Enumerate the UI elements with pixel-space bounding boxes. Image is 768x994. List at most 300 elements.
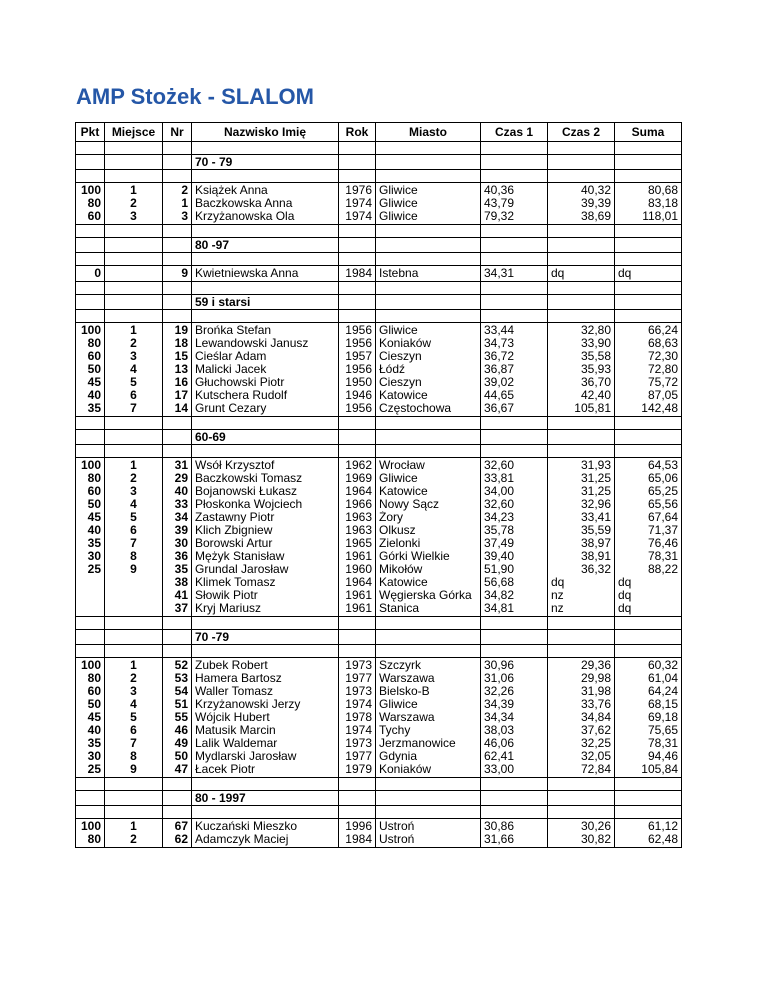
cell-rok: 1956 [339, 337, 376, 350]
cell-nr: 2 [163, 183, 192, 198]
empty-cell [615, 617, 682, 630]
table-row [76, 498, 682, 511]
cell-miejsce: 2 [105, 672, 163, 685]
table-row [76, 737, 682, 750]
cell-miejsce: 9 [105, 563, 163, 576]
empty-cell [376, 445, 481, 458]
cell-miejsce: 4 [105, 363, 163, 376]
empty-cell [548, 155, 615, 170]
cell-pkt [76, 576, 105, 589]
cell-name: Wójcik Hubert [192, 711, 339, 724]
cell-miejsce: 1 [105, 458, 163, 473]
cell-miasto: Górki Wielkie [376, 550, 481, 563]
empty-cell [339, 238, 376, 253]
cell-name: Zastawny Piotr [192, 511, 339, 524]
cell-czas2: 33,41 [548, 511, 615, 524]
empty-cell [339, 295, 376, 310]
empty-cell [163, 791, 192, 806]
empty-cell [376, 778, 481, 791]
empty-cell [548, 417, 615, 430]
cell-nr: 40 [163, 485, 192, 498]
cell-miejsce: 7 [105, 402, 163, 417]
cell-rok: 1974 [339, 724, 376, 737]
cell-miasto: Wrocław [376, 458, 481, 473]
cell-miasto: Jerzmanowice [376, 737, 481, 750]
empty-cell [481, 430, 548, 445]
empty-cell [192, 253, 339, 266]
empty-cell [76, 295, 105, 310]
category-label: 60-69 [192, 430, 339, 445]
cell-suma: 65,56 [615, 498, 682, 511]
cell-miejsce: 7 [105, 537, 163, 550]
cell-name: Słowik Piotr [192, 589, 339, 602]
cell-pkt: 35 [76, 537, 105, 550]
cell-rok: 1973 [339, 658, 376, 673]
cell-miejsce: 2 [105, 197, 163, 210]
empty-cell [615, 253, 682, 266]
header-czas1: Czas 1 [481, 123, 548, 142]
cell-nr: 47 [163, 763, 192, 778]
cell-suma: 68,63 [615, 337, 682, 350]
cell-name: Grundal Jarosław [192, 563, 339, 576]
page-title: AMP Stożek - SLALOM [76, 84, 314, 109]
cell-suma: 88,22 [615, 563, 682, 576]
table-row [76, 350, 682, 363]
empty-cell [105, 445, 163, 458]
header-rok: Rok [339, 123, 376, 142]
cell-miasto: Gliwice [376, 472, 481, 485]
cell-nr: 41 [163, 589, 192, 602]
cell-pkt: 40 [76, 524, 105, 537]
cell-suma: 68,15 [615, 698, 682, 711]
cell-suma: 71,37 [615, 524, 682, 537]
cell-nr: 34 [163, 511, 192, 524]
empty-cell [192, 170, 339, 183]
cell-czas1: 31,66 [481, 833, 548, 848]
cell-miasto: Żory [376, 511, 481, 524]
empty-cell [548, 295, 615, 310]
cell-name: Kryj Mariusz [192, 602, 339, 617]
empty-cell [481, 806, 548, 819]
empty-cell [376, 645, 481, 658]
empty-cell [192, 417, 339, 430]
cell-suma: 60,32 [615, 658, 682, 673]
empty-cell [76, 238, 105, 253]
cell-miejsce: 3 [105, 350, 163, 363]
empty-cell [76, 645, 105, 658]
cell-suma: 61,04 [615, 672, 682, 685]
cell-rok: 1973 [339, 737, 376, 750]
empty-cell [163, 155, 192, 170]
empty-cell [105, 617, 163, 630]
table-row [76, 197, 682, 210]
empty-cell [481, 645, 548, 658]
cell-miejsce: 2 [105, 472, 163, 485]
cell-suma: 83,18 [615, 197, 682, 210]
cell-czas2: 33,76 [548, 698, 615, 711]
category-label: 80 - 1997 [192, 791, 339, 806]
table-row [76, 485, 682, 498]
cell-czas2: 35,93 [548, 363, 615, 376]
table-row [76, 819, 682, 834]
empty-cell [481, 142, 548, 155]
cell-rok: 1957 [339, 350, 376, 363]
cell-miejsce: 1 [105, 323, 163, 338]
table-row [76, 589, 682, 602]
empty-cell [615, 430, 682, 445]
cell-czas2: 105,81 [548, 402, 615, 417]
cell-pkt: 50 [76, 698, 105, 711]
cell-name: Matusik Marcin [192, 724, 339, 737]
header-pkt: Pkt [76, 123, 105, 142]
cell-suma: 75,72 [615, 376, 682, 389]
spacer-row [76, 806, 682, 819]
empty-cell [548, 253, 615, 266]
empty-cell [105, 806, 163, 819]
empty-cell [105, 430, 163, 445]
empty-cell [105, 778, 163, 791]
table-row [76, 524, 682, 537]
cell-name: Cieślar Adam [192, 350, 339, 363]
cell-miasto: Gliwice [376, 197, 481, 210]
cell-miasto: Warszawa [376, 711, 481, 724]
empty-cell [548, 170, 615, 183]
cell-czas1: 34,34 [481, 711, 548, 724]
cell-miejsce: 5 [105, 711, 163, 724]
cell-nr: 29 [163, 472, 192, 485]
empty-cell [376, 430, 481, 445]
cell-czas2: dq [548, 576, 615, 589]
cell-name: Lewandowski Janusz [192, 337, 339, 350]
cell-czas2: 35,58 [548, 350, 615, 363]
empty-cell [615, 225, 682, 238]
cell-miasto: Katowice [376, 389, 481, 402]
cell-suma: 76,46 [615, 537, 682, 550]
cell-czas1: 33,00 [481, 763, 548, 778]
cell-pkt: 40 [76, 724, 105, 737]
table-row [76, 472, 682, 485]
cell-miejsce: 8 [105, 750, 163, 763]
spacer-row [76, 778, 682, 791]
cell-suma: 67,64 [615, 511, 682, 524]
cell-suma: dq [615, 589, 682, 602]
empty-cell [339, 806, 376, 819]
cell-rok: 1973 [339, 685, 376, 698]
cell-czas1: 35,78 [481, 524, 548, 537]
cell-czas2: 32,80 [548, 323, 615, 338]
cell-suma: 118,01 [615, 210, 682, 225]
empty-cell [615, 806, 682, 819]
empty-cell [163, 225, 192, 238]
cell-nr: 46 [163, 724, 192, 737]
cell-miasto: Gliwice [376, 698, 481, 711]
cell-czas2: 72,84 [548, 763, 615, 778]
header-czas2: Czas 2 [548, 123, 615, 142]
cell-czas1: 34,00 [481, 485, 548, 498]
cell-nr: 38 [163, 576, 192, 589]
cell-czas2: dq [548, 266, 615, 282]
cell-nr: 54 [163, 685, 192, 698]
table-row [76, 563, 682, 576]
empty-cell [615, 630, 682, 645]
cell-miasto: Zielonki [376, 537, 481, 550]
cell-suma: 64,53 [615, 458, 682, 473]
cell-miejsce [105, 602, 163, 617]
cell-nr: 55 [163, 711, 192, 724]
cell-czas2: 32,25 [548, 737, 615, 750]
cell-rok: 1961 [339, 602, 376, 617]
empty-cell [615, 142, 682, 155]
cell-czas2: 29,36 [548, 658, 615, 673]
header-suma: Suma [615, 123, 682, 142]
empty-cell [105, 253, 163, 266]
empty-cell [192, 282, 339, 295]
spacer-row [76, 445, 682, 458]
cell-pkt: 80 [76, 833, 105, 848]
cell-czas2: 40,32 [548, 183, 615, 198]
cell-name: Borowski Artur [192, 537, 339, 550]
empty-cell [615, 155, 682, 170]
table-row [76, 672, 682, 685]
empty-cell [76, 617, 105, 630]
cell-rok: 1976 [339, 183, 376, 198]
empty-cell [548, 806, 615, 819]
empty-cell [376, 310, 481, 323]
cell-rok: 1946 [339, 389, 376, 402]
cell-rok: 1978 [339, 711, 376, 724]
results-table [75, 122, 682, 848]
empty-cell [163, 142, 192, 155]
cell-miejsce: 4 [105, 498, 163, 511]
empty-cell [76, 142, 105, 155]
table-row [76, 183, 682, 198]
empty-cell [192, 225, 339, 238]
cell-rok: 1956 [339, 363, 376, 376]
empty-cell [548, 225, 615, 238]
cell-czas2: 38,91 [548, 550, 615, 563]
table-row [76, 711, 682, 724]
cell-nr: 19 [163, 323, 192, 338]
empty-cell [548, 282, 615, 295]
cell-czas2: nz [548, 589, 615, 602]
cell-miasto: Szczyrk [376, 658, 481, 673]
cell-rok: 1961 [339, 550, 376, 563]
header-miasto: Miasto [376, 123, 481, 142]
spacer-row [76, 170, 682, 183]
empty-cell [481, 170, 548, 183]
empty-cell [615, 310, 682, 323]
cell-rok: 1960 [339, 563, 376, 576]
empty-cell [163, 645, 192, 658]
cell-czas2: 29,98 [548, 672, 615, 685]
empty-cell [481, 791, 548, 806]
category-row [76, 791, 682, 806]
cell-rok: 1963 [339, 524, 376, 537]
empty-cell [339, 630, 376, 645]
spacer-row [76, 310, 682, 323]
cell-czas1: 31,06 [481, 672, 548, 685]
empty-cell [376, 170, 481, 183]
cell-czas2: 31,25 [548, 485, 615, 498]
empty-cell [376, 142, 481, 155]
empty-cell [376, 417, 481, 430]
cell-czas1: 33,81 [481, 472, 548, 485]
cell-rok: 1996 [339, 819, 376, 834]
cell-czas1: 56,68 [481, 576, 548, 589]
cell-name: Krzyżanowski Jerzy [192, 698, 339, 711]
empty-cell [548, 430, 615, 445]
cell-miasto: Bielsko-B [376, 685, 481, 698]
cell-suma: dq [615, 576, 682, 589]
empty-cell [615, 238, 682, 253]
empty-cell [548, 778, 615, 791]
table-row [76, 750, 682, 763]
cell-czas1: 32,60 [481, 498, 548, 511]
cell-pkt: 60 [76, 350, 105, 363]
cell-nr: 49 [163, 737, 192, 750]
empty-cell [376, 155, 481, 170]
cell-rok: 1977 [339, 672, 376, 685]
table-row [76, 550, 682, 563]
cell-suma: 78,31 [615, 737, 682, 750]
empty-cell [105, 645, 163, 658]
cell-pkt: 30 [76, 550, 105, 563]
cell-miasto: Cieszyn [376, 350, 481, 363]
cell-czas2: 35,59 [548, 524, 615, 537]
empty-cell [163, 778, 192, 791]
cell-nr: 14 [163, 402, 192, 417]
empty-cell [481, 282, 548, 295]
empty-cell [548, 445, 615, 458]
cell-nr: 3 [163, 210, 192, 225]
cell-pkt: 35 [76, 402, 105, 417]
empty-cell [192, 142, 339, 155]
cell-czas1: 33,44 [481, 323, 548, 338]
empty-cell [481, 310, 548, 323]
empty-cell [615, 170, 682, 183]
spacer-row [76, 417, 682, 430]
cell-miasto: Koniaków [376, 337, 481, 350]
cell-miasto: Stanica [376, 602, 481, 617]
cell-czas1: 34,31 [481, 266, 548, 282]
cell-rok: 1962 [339, 458, 376, 473]
cell-czas1: 37,49 [481, 537, 548, 550]
empty-cell [481, 778, 548, 791]
header-miejsce: Miejsce [105, 123, 163, 142]
cell-name: Wsół Krzysztof [192, 458, 339, 473]
cell-suma: 65,06 [615, 472, 682, 485]
cell-nr: 36 [163, 550, 192, 563]
empty-cell [339, 253, 376, 266]
table-row [76, 658, 682, 673]
table-row [76, 763, 682, 778]
cell-pkt: 80 [76, 197, 105, 210]
empty-cell [163, 170, 192, 183]
cell-miasto: Olkusz [376, 524, 481, 537]
table-row [76, 266, 682, 282]
cell-nr: 53 [163, 672, 192, 685]
cell-czas1: 38,03 [481, 724, 548, 737]
empty-cell [339, 155, 376, 170]
empty-cell [105, 155, 163, 170]
table-row [76, 833, 682, 848]
cell-name: Łacek Piotr [192, 763, 339, 778]
empty-cell [105, 225, 163, 238]
cell-pkt: 35 [76, 737, 105, 750]
empty-cell [163, 238, 192, 253]
cell-czas1: 34,23 [481, 511, 548, 524]
empty-cell [76, 630, 105, 645]
empty-cell [163, 253, 192, 266]
table-row [76, 402, 682, 417]
cell-miasto: Ustroń [376, 819, 481, 834]
empty-cell [105, 791, 163, 806]
cell-czas2: 33,90 [548, 337, 615, 350]
empty-cell [376, 253, 481, 266]
empty-cell [105, 282, 163, 295]
cell-czas2: 36,32 [548, 563, 615, 576]
empty-cell [76, 417, 105, 430]
cell-miejsce [105, 266, 163, 282]
empty-cell [163, 430, 192, 445]
cell-czas2: 30,82 [548, 833, 615, 848]
empty-cell [76, 225, 105, 238]
cell-suma: 75,65 [615, 724, 682, 737]
empty-cell [163, 617, 192, 630]
empty-cell [163, 417, 192, 430]
empty-cell [339, 617, 376, 630]
cell-miejsce: 5 [105, 511, 163, 524]
cell-miejsce: 1 [105, 819, 163, 834]
empty-cell [481, 445, 548, 458]
empty-cell [192, 645, 339, 658]
empty-cell [339, 225, 376, 238]
cell-czas2: 38,69 [548, 210, 615, 225]
cell-czas2: 39,39 [548, 197, 615, 210]
cell-suma: 78,31 [615, 550, 682, 563]
cell-nr: 1 [163, 197, 192, 210]
cell-nr: 39 [163, 524, 192, 537]
cell-czas1: 51,90 [481, 563, 548, 576]
cell-rok: 1956 [339, 323, 376, 338]
empty-cell [548, 310, 615, 323]
table-row [76, 323, 682, 338]
empty-cell [615, 282, 682, 295]
cell-czas1: 44,65 [481, 389, 548, 402]
empty-cell [548, 645, 615, 658]
spacer-row [76, 142, 682, 155]
cell-miasto: Gliwice [376, 183, 481, 198]
cell-czas2: 38,97 [548, 537, 615, 550]
empty-cell [192, 445, 339, 458]
empty-cell [339, 282, 376, 295]
cell-czas1: 39,40 [481, 550, 548, 563]
cell-rok: 1969 [339, 472, 376, 485]
empty-cell [548, 630, 615, 645]
cell-miasto: Katowice [376, 576, 481, 589]
cell-nr: 13 [163, 363, 192, 376]
cell-miasto: Mikołów [376, 563, 481, 576]
empty-cell [548, 238, 615, 253]
cell-czas1: 30,96 [481, 658, 548, 673]
cell-pkt: 80 [76, 337, 105, 350]
table-row [76, 511, 682, 524]
cell-pkt [76, 602, 105, 617]
empty-cell [339, 645, 376, 658]
empty-cell [615, 645, 682, 658]
header-nr: Nr [163, 123, 192, 142]
cell-miasto: Gdynia [376, 750, 481, 763]
